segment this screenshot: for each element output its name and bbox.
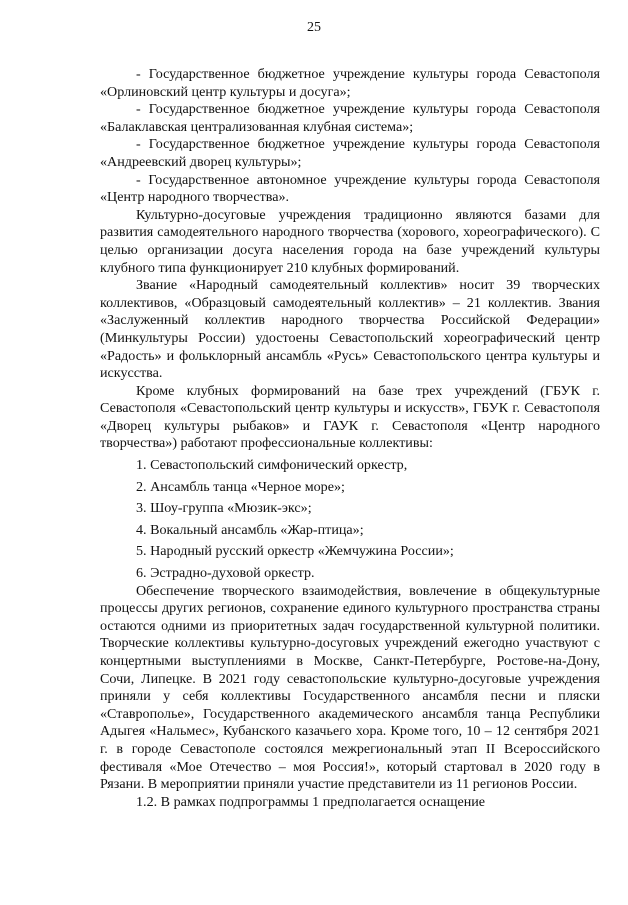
paragraph: Звание «Народный самодеятельный коллектив» носит 39 творческих коллективов, «Образцовый самодеятельный коллектив» – 21 коллектив. Звания «Заслуженный коллектив народного творчества Российской Федерации» (Минкультуры России) удостоены Севастопольский хореографический центр «Радость» и фольклорный ансамбль «Русь» Севастопольского центра культуры и искусства. — [100, 277, 600, 382]
numbered-item: 1. Севастопольский симфонический оркестр, — [136, 457, 408, 474]
list-item-institution: - Государственное бюджетное учреждение культуры города Севастополя «Орлиновский центр культуры и досуга»; — [100, 66, 600, 100]
numbered-item: 2. Ансамбль танца «Черное море»; — [136, 478, 345, 495]
numbered-item: 6. Эстрадно-духовой оркестр. — [136, 565, 315, 582]
page-number: 25 — [307, 20, 321, 35]
list-item-institution: - Государственное бюджетное учреждение культуры города Севастополя «Балаклавская централизованная клубная система»; — [100, 101, 600, 135]
paragraph: Обеспечение творческого взаимодействия, вовлечение в общекультурные процессы других регионов, сохранение единого культурного пространства страны остаются одними из приоритетных задач государственной культурной политики. Творческие коллективы культурно-досуговых учреждений ежегодно участвуют с концертными выступлениями в Москве, Санкт-Петербурге, Ростове-на-Дону, Сочи, Липецке. В 2021 году севастопольские культурно-досуговые учреждения приняли у себя коллективы Государственного ансамбля песни и пляски «Ставрополье», Государственного академического ансамбля танца Республики Адыгея «Нальмес», Кубанского казачьего хора. Кроме того, 10 – 12 сентября 2021 г. в городе Севастополе состоялся межрегиональный этап II Всероссийского фестиваля «Мое Отечество – моя Россия!», который стартовал в 2020 году в Рязани. В мероприятии приняли участие представители из 11 регионов России. — [100, 582, 600, 793]
numbered-item: 5. Народный русский оркестр «Жемчужина России»; — [136, 543, 454, 560]
list-item-institution: - Государственное бюджетное учреждение культуры города Севастополя «Андреевский дворец культуры»; — [100, 136, 600, 170]
numbered-item: 4. Вокальный ансамбль «Жар-птица»; — [136, 521, 364, 538]
numbered-item: 3. Шоу-группа «Мюзик-экс»; — [136, 500, 312, 517]
paragraph: Культурно-досуговые учреждения традиционно являются базами для развития самодеятельного народного творчества (хорового, хореографического). С целью организации досуга населения города на базе учреждений культуры клубного типа функционирует 210 клубных формирований. — [100, 206, 600, 276]
paragraph: 1.2. В рамках подпрограммы 1 предполагается оснащение — [136, 793, 486, 810]
document-body — [100, 66, 600, 811]
paragraph: Кроме клубных формирований на базе трех учреждений (ГБУК г. Севастополя «Севастопольский центр культуры и искусств», ГБУК г. Севастополя «Дворец культуры рыбаков» и ГАУК г. Севастополя «Центр народного творчества») работают профессиональные коллективы: — [100, 382, 600, 452]
list-item-institution: - Государственное автономное учреждение культуры города Севастополя «Центр народного творчества». — [100, 171, 600, 206]
